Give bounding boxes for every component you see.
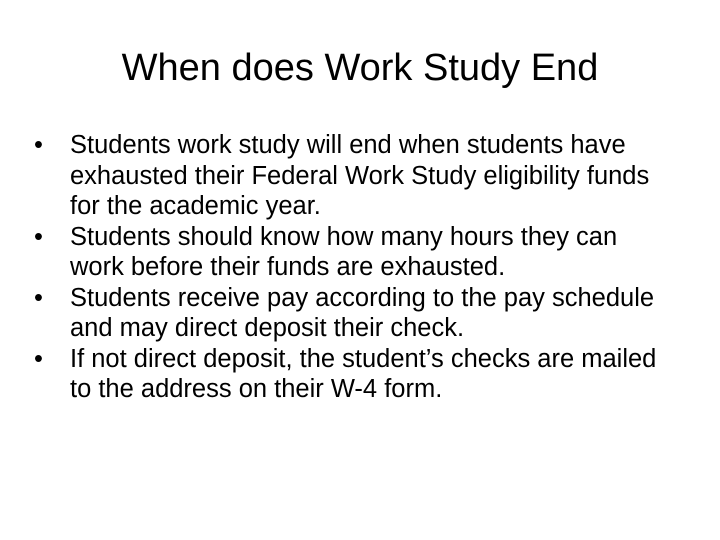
bullet-item — [34, 344, 674, 405]
slide-title: When does Work Study End — [121, 47, 599, 89]
bullet-item — [34, 283, 674, 344]
bullet-text: If not direct deposit, the student’s checks are mailed to the address on their W-4 form. — [70, 344, 657, 403]
bullet-item — [34, 130, 674, 222]
bullet-marker: • — [34, 344, 43, 373]
bullet-marker: • — [34, 222, 43, 251]
bullet-item — [34, 222, 674, 283]
bullet-text: Students should know how many hours they can work before their funds are exhausted. — [70, 222, 618, 281]
bullet-marker: • — [34, 283, 43, 312]
bullet-marker: • — [34, 131, 43, 159]
bullet-text: Students receive pay according to the pay schedule and may direct deposit their check. — [70, 283, 655, 342]
bullet-text: Students work study will end when students have exhausted their Federal Work Study eligibility funds for the academic year. — [70, 131, 650, 220]
bullet-list — [34, 130, 674, 405]
